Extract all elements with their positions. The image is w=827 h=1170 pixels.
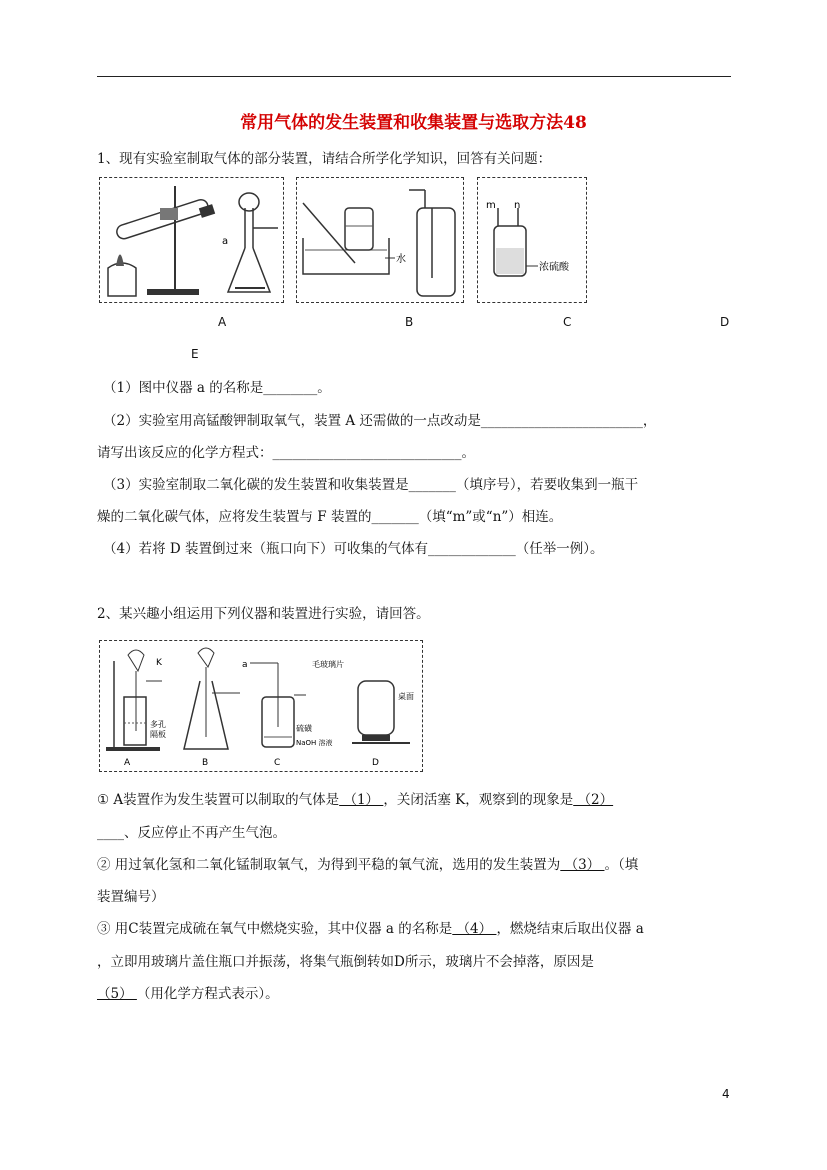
q2-item3-line3-suffix: （用化学方程式表示）。 [136, 986, 279, 1002]
fig-label-water: 水 [396, 254, 406, 265]
q2-item1-middle: ，关闭活塞 K，观察到的现象是 [383, 792, 574, 808]
figure-apparatus-c [477, 177, 587, 303]
q2-item3-line1 [97, 920, 644, 938]
q2-item3-suffix: ，燃烧结束后取出仪器 a [496, 921, 644, 937]
page-number: 4 [722, 1087, 730, 1101]
fig-label-m: m [486, 200, 496, 211]
blank-3: （3） [560, 857, 605, 873]
fig-label-acid: 浓硫酸 [539, 262, 569, 273]
blank-1: （1） [339, 792, 384, 808]
fig-label-a: a [222, 236, 229, 247]
fig2-label-desk: 桌面 [398, 692, 414, 701]
q2-item1-prefix: ① A装置作为发生装置可以制取的气体是 [97, 792, 340, 808]
q2-item2-line2: 装置编号） [97, 889, 165, 905]
q2-item2-prefix: ② 用过氧化氢和二氧化锰制取氧气，为得到平稳的氧气流，选用的发生装置为 [97, 857, 561, 873]
q1-intro: 1、现有实验室制取气体的部分装置，请结合所学化学知识，回答有关问题： [97, 151, 552, 167]
fig-letter-d: D [720, 315, 730, 329]
page-title: 常用气体的发生装置和收集装置与选取方法48 [240, 113, 587, 133]
q1-part3-line1: （3）实验室制取二氧化碳的发生装置和收集装置是_______（填序号），若要收集到一瓶干 [103, 477, 639, 493]
fig-label-n: n [514, 200, 521, 211]
fig2-label-a: a [242, 660, 248, 670]
q2-item1-line2: ____、反应停止不再产生气泡。 [97, 825, 286, 841]
q2-item1-line1 [97, 791, 613, 809]
fig-letter-a: A [218, 315, 227, 329]
blank-2: （2） [573, 792, 614, 808]
q1-part4: （4）若将 D 装置倒过来（瓶口向下）可收集的气体有_____________（任举一例）。 [103, 541, 604, 557]
fig-letter-b: B [405, 315, 414, 329]
q1-part1: （1）图中仪器 a 的名称是________。 [103, 380, 331, 396]
fig2-letter-c: C [274, 758, 281, 768]
fig2-letter-a: A [124, 758, 131, 768]
q2-item3-prefix: ③ 用C装置完成硫在氧气中燃烧实验，其中仪器 a 的名称是 [97, 921, 453, 937]
figure-q2-apparatus [99, 640, 423, 772]
blank-4: （4） [452, 921, 497, 937]
q1-part3-line2: 燥的二氧化碳气体，应将发生装置与 F 装置的_______（填“m”或“n”）相连。 [97, 509, 563, 525]
q1-part2-line2: 请写出该反应的化学方程式：____________________________。 [97, 445, 475, 461]
fig2-letter-b: B [202, 758, 209, 768]
figure-apparatus-a [99, 177, 284, 303]
q2-item2-suffix: 。（填 [604, 857, 639, 873]
q2-item2-line1 [97, 856, 638, 874]
fig2-label-sulfur: 硫磺 [296, 724, 312, 733]
fig2-label-plate: 隔板 [150, 730, 166, 739]
q2-item3-line3 [97, 985, 279, 1003]
fig-letter-c: C [563, 315, 572, 329]
fig2-label-porous: 多孔 [150, 720, 166, 729]
header-rule [97, 76, 731, 77]
fig2-label-glass: 毛玻璃片 [312, 660, 344, 669]
fig2-label-naoh: NaOH 溶液 [296, 739, 333, 747]
fig2-letter-d: D [372, 758, 379, 768]
fig-letter-e: E [191, 347, 199, 361]
q2-intro: 2、某兴趣小组运用下列仪器和装置进行实验，请回答。 [97, 606, 430, 622]
figure-apparatus-b [296, 177, 464, 303]
q2-item3-line2: ，立即用玻璃片盖住瓶口并振荡，将集气瓶倒转如D所示，玻璃片不会掉落，原因是 [97, 954, 594, 970]
q1-part2-line1: （2）实验室用高锰酸钾制取氧气，装置 A 还需做的一点改动是________________________， [103, 413, 657, 429]
blank-5: （5） [97, 986, 137, 1002]
fig2-label-k: K [156, 658, 162, 668]
